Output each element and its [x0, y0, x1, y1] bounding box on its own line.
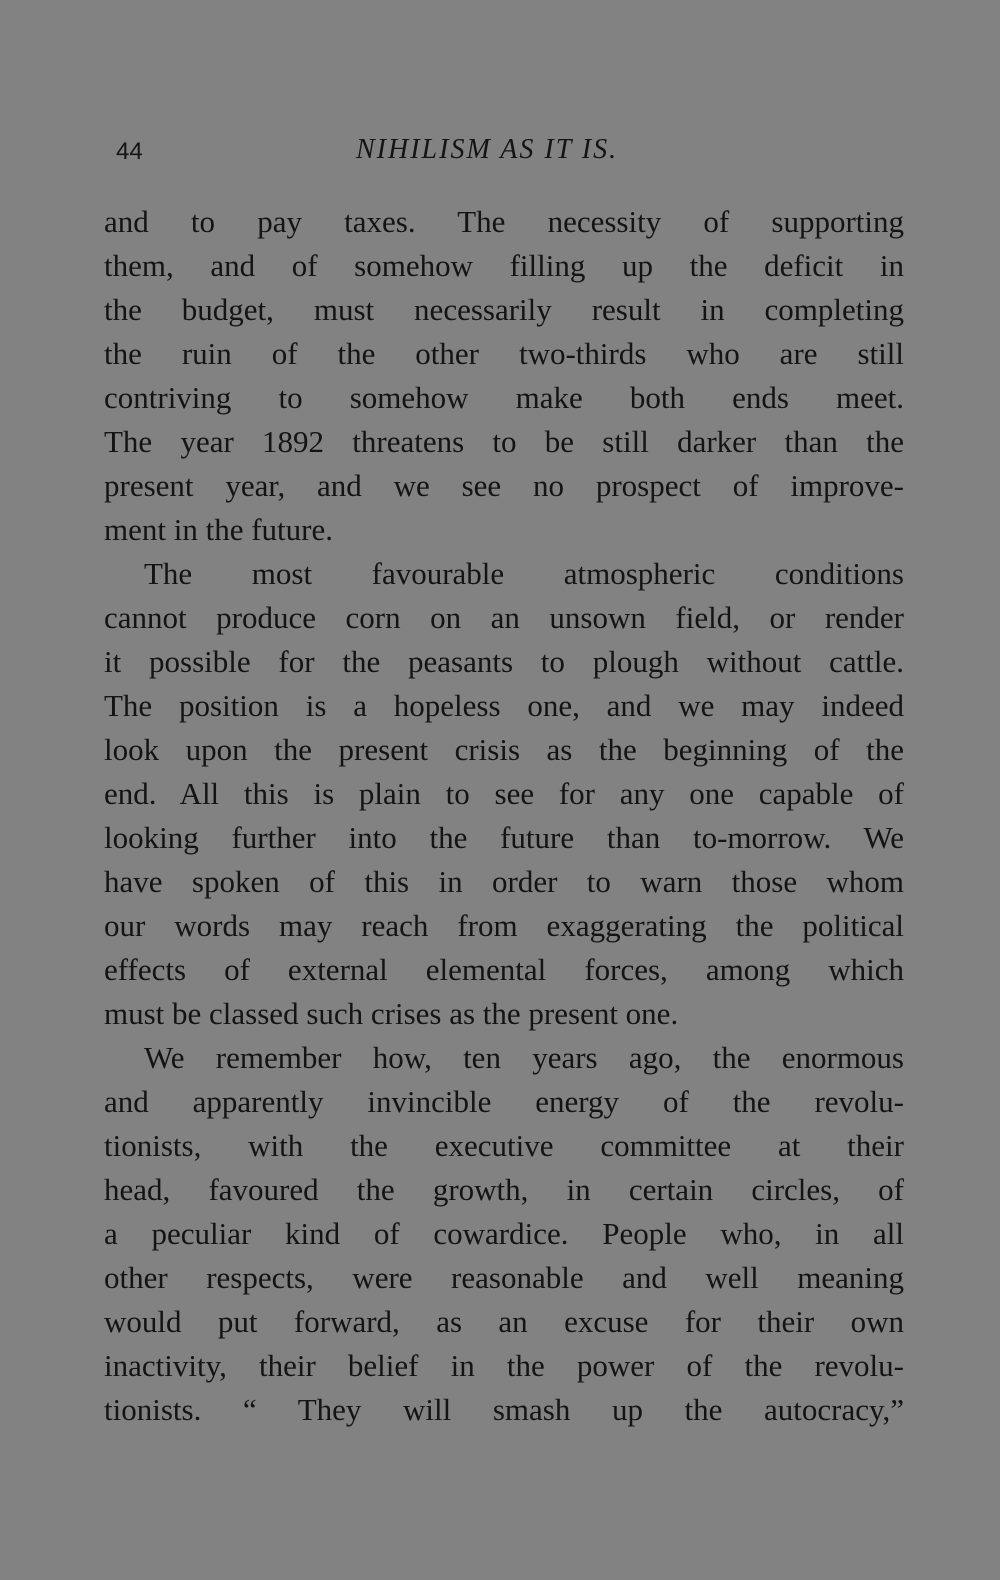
- text-line: inactivity, their belief in the power of the revolu-: [104, 1348, 904, 1383]
- text-line: tionists. “ They will smash up the autocracy,”: [104, 1392, 904, 1427]
- text-line: must be classed such crises as the present one.: [104, 996, 679, 1031]
- text-line: a peculiar kind of cowardice. People who, in all: [104, 1216, 904, 1251]
- text-line: We remember how, ten years ago, the enormous: [144, 1040, 904, 1075]
- running-title: NIHILISM AS IT IS.: [356, 134, 619, 165]
- text-line: ment in the future.: [104, 512, 333, 547]
- paragraph: [104, 200, 904, 552]
- text-line: them, and of somehow filling up the deficit in: [104, 248, 904, 283]
- text-line: look upon the present crisis as the beginning of the: [104, 732, 904, 767]
- text-line: and to pay taxes. The necessity of supporting: [104, 204, 904, 239]
- text-line: and apparently invincible energy of the revolu-: [104, 1084, 904, 1119]
- paragraph: [104, 1036, 904, 1432]
- text-line: the budget, must necessarily result in completing: [104, 292, 904, 327]
- page-number: 44: [116, 138, 143, 165]
- text-line: it possible for the peasants to plough without cattle.: [104, 644, 904, 679]
- text-line: other respects, were reasonable and well meaning: [104, 1260, 904, 1295]
- text-line: tionists, with the executive committee at their: [104, 1128, 904, 1163]
- text-line: end. All this is plain to see for any one capable of: [104, 776, 904, 811]
- text-line: looking further into the future than to-morrow. We: [104, 820, 904, 855]
- page-header: [116, 134, 906, 174]
- text-line: would put forward, as an excuse for their own: [104, 1304, 904, 1339]
- text-line: our words may reach from exaggerating the political: [104, 908, 904, 943]
- text-line: the ruin of the other two-thirds who are still: [104, 336, 904, 371]
- text-line: cannot produce corn on an unsown field, or render: [104, 600, 904, 635]
- text-line: contriving to somehow make both ends meet.: [104, 380, 904, 415]
- text-line: have spoken of this in order to warn those whom: [104, 864, 904, 899]
- text-line: present year, and we see no prospect of improve-: [104, 468, 904, 503]
- text-line: The year 1892 threatens to be still darker than the: [104, 424, 904, 459]
- body-text: [104, 200, 904, 1432]
- text-line: head, favoured the growth, in certain circles, of: [104, 1172, 904, 1207]
- text-line: The position is a hopeless one, and we may indeed: [104, 688, 904, 723]
- paragraph: [104, 552, 904, 1036]
- text-line: effects of external elemental forces, among which: [104, 952, 904, 987]
- text-line: The most favourable atmospheric conditions: [144, 556, 904, 591]
